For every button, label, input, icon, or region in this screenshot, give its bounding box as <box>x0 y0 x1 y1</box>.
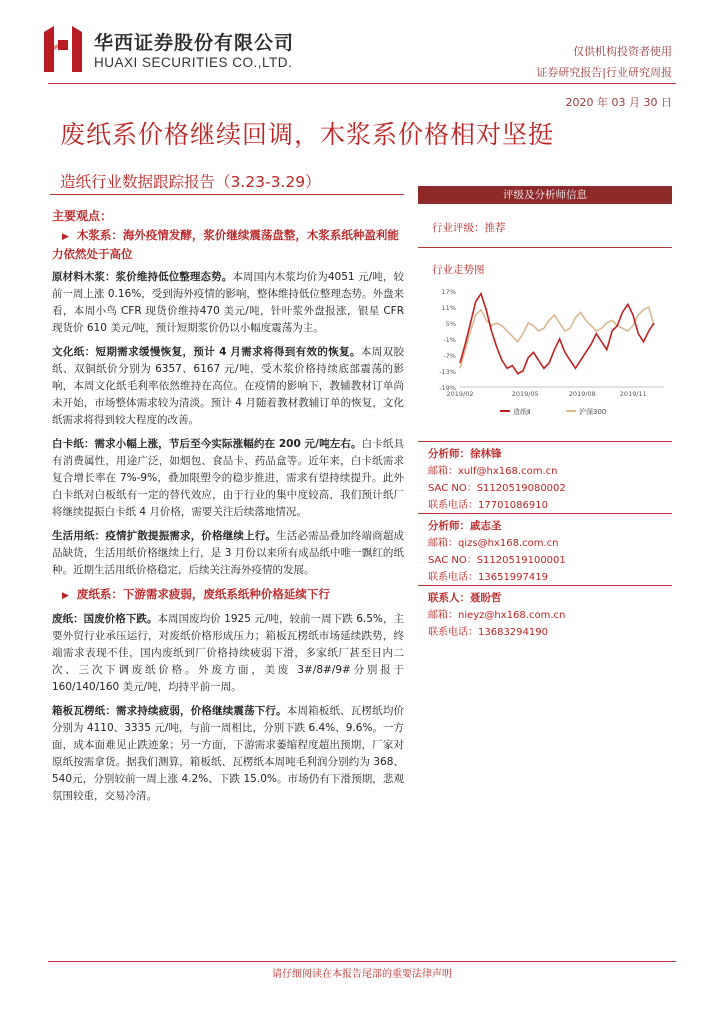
paragraph-lead: 箱板瓦楞纸：需求持续疲弱，价格继续震荡下行。 <box>52 705 287 717</box>
pulp-heading-text: 木浆系：海外疫情发酵，浆价继续震荡盘整，木浆系纸种盈利能力依然处于高位 <box>52 228 399 261</box>
analyst-divider <box>418 585 672 586</box>
y-tick-label: 11% <box>441 304 456 312</box>
series-line <box>460 294 654 374</box>
paragraph-lead: 原材料木浆：浆价维持低位整理态势。 <box>52 271 233 283</box>
analyst-phone: 联系电话：17701086910 <box>428 500 548 511</box>
sidebar-bar: 评级及分析师信息 <box>418 186 672 204</box>
analyst-sac: SAC NO：S1120519080002 <box>428 483 566 494</box>
legend-label: 沪深300 <box>579 408 607 416</box>
paragraph-tissue <box>52 528 404 579</box>
y-tick-label: -7% <box>443 352 456 360</box>
sidebar <box>418 186 672 429</box>
brand-name-cn: 华西证券股份有限公司 <box>94 32 295 54</box>
tagline: 仅供机构投资者使用 <box>573 45 672 58</box>
pulp-heading <box>52 227 404 263</box>
legal-notice[interactable]: 请仔细阅读在本报告尾部的重要法律声明 <box>272 969 452 980</box>
waste-heading-text: 废纸系：下游需求疲弱，废纸系纸种价格延续下行 <box>76 587 330 601</box>
contact-name: 联系人：聂盼哲 <box>428 592 502 604</box>
y-tick-label: 17% <box>441 288 456 296</box>
paragraph-lead: 白卡纸：需求小幅上涨，节后至今实际涨幅约在 200 元/吨左右。 <box>52 438 362 450</box>
analyst-sac: SAC NO：S1120519100001 <box>428 555 566 566</box>
x-tick-label: 2019/02 <box>446 390 474 398</box>
analyst-email[interactable]: 邮箱：xulf@hx168.com.cn <box>428 466 558 477</box>
analyst-name: 分析师：徐林锋 <box>428 448 502 460</box>
main-body <box>52 208 404 812</box>
paragraph-text: 生活必需品叠加终端商超成品缺货，生活用纸价格继续上行，是 3 月份以来所有成品纸中唯一飘红的纸种。近期生活用纸价格稳定，后续关注海外疫情的发展。 <box>52 530 404 576</box>
series-line <box>460 307 654 368</box>
y-tick-label: -1% <box>443 336 456 344</box>
huaxi-logo-icon <box>44 26 82 72</box>
analyst-name: 分析师：戚志圣 <box>428 520 502 532</box>
paragraph-lead: 废纸：国废价格下跌。 <box>52 613 158 625</box>
paragraph-white-card <box>52 436 404 521</box>
analyst-email[interactable]: 邮箱：qizs@hx168.com.cn <box>428 538 559 549</box>
industry-rating: 行业评级：推荐 <box>432 222 506 234</box>
subtitle-divider <box>50 194 404 195</box>
contact-card <box>428 590 565 641</box>
paragraph-text: 白卡纸具有消费属性，用途广泛，如烟包、食品卡、药品盒等。近年来，白卡纸需求复合增长率在 7%-9%，叠加限塑令的稳步推进，需求有望持续提升。此外白卡纸对白板纸有一定的替代效应，由于行业的集中度较高，我们预计纸厂将继续提振白卡纸 4 月价格，需要关注后续落地情况。 <box>52 438 404 518</box>
analyst-card <box>428 446 566 514</box>
paragraph-text: 本周箱板纸、瓦楞纸均价分别为 4110、3335 元/吨，与前一周相比，分别下跌 6.4%、9.6%。一方面，成本面难见止跌迹象；另一方面，下游需求萎缩程度超出预期，厂家对原纸按需拿货。据我们测算，箱板纸、瓦楞纸本周吨毛利润分别约为 368、540元，分别较前一周上涨 4.2%、下跌 15.0%。市场仍有下滑预期，悲观氛围较重，交易冷清。 <box>52 705 404 802</box>
section-title: 主要观点： <box>52 209 113 223</box>
waste-heading <box>52 586 404 605</box>
paragraph-pulp <box>52 269 404 337</box>
analyst-phone: 联系电话：13651997419 <box>428 572 548 583</box>
report-subtitle: 造纸行业数据跟踪报告（3.23-3.29） <box>60 173 321 191</box>
x-tick-label: 2019/08 <box>568 390 596 398</box>
rating-divider <box>418 247 672 248</box>
paragraph-text: 本周双胶纸、双铜纸价分别为 6357、6167 元/吨，受木浆价格持续底部震荡的影响，本周文化纸毛利率依然维持在高位。在疫情的影响下，教辅教材订单尚未开始，市场整体需求较为清淡。预计 4 月随着教材教辅订单的恢复，文化纸需求将得到较大程度的改善。 <box>52 346 405 426</box>
paragraph-lead: 生活用纸：疫情扩散提振需求，价格继续上行。 <box>52 530 277 542</box>
paragraph-lead: 文化纸：短期需求缓慢恢复，预计 4 月需求将得到有效的恢复。 <box>52 346 361 358</box>
x-tick-label: 2019/05 <box>511 390 539 398</box>
footer-divider <box>48 961 676 962</box>
report-date: 2020 年 03 月 30 日 <box>565 96 672 109</box>
analyst-divider <box>418 441 672 442</box>
paragraph-text: 本周国内木浆均价为4051 元/吨，较前一周上涨 0.16%，受到海外疫情的影响，整体维持低位整理态势。外盘来看，本周小鸟 CFR 现货价维持470 美元/吨，针叶浆外盘报涨，银星 CFR 现货价 610 美元/吨，预计短期浆价仍以小幅度震荡为主。 <box>52 271 404 334</box>
paragraph-containerboard <box>52 703 404 805</box>
contact-phone: 联系电话：13683294190 <box>428 627 548 638</box>
legend-label: 造纸Ⅱ <box>513 408 531 416</box>
paragraph-text: 本周国废均价 1925 元/吨，较前一周下跌 6.5%，主要外贸行业承压运行，对废纸价格形成压力；箱板瓦楞纸市场延续跌势，终端需求表现不佳，国内废纸到厂价格持续疲弱下滑，多家纸厂甚至日内二次、三次下调废纸价格。外废方面，美废 3#/8#/9#分别报于 160/140/160 美元/吨，均持平前一周。 <box>52 613 404 693</box>
analyst-card <box>428 518 566 586</box>
triangle-bullet-icon: ▶ <box>62 232 69 242</box>
contact-email[interactable]: 邮箱：nieyz@hx168.com.cn <box>428 610 566 621</box>
trend-chart <box>418 283 672 425</box>
x-tick-label: 2019/11 <box>619 390 647 398</box>
triangle-bullet-icon: ▶ <box>62 591 69 601</box>
y-tick-label: 5% <box>445 320 456 328</box>
analyst-divider <box>418 513 672 514</box>
report-title: 废纸系价格继续回调，木浆系价格相对坚挺 <box>60 120 555 149</box>
paragraph-waste-paper <box>52 611 404 696</box>
brand-name-en: HUAXI SECURITIES CO.,LTD. <box>94 55 293 70</box>
y-tick-label: -19% <box>439 384 456 392</box>
y-tick-label: -13% <box>439 368 456 376</box>
header-divider <box>48 83 676 84</box>
trend-label: 行业走势图 <box>432 264 485 276</box>
report-category: 证券研究报告|行业研究周报 <box>536 66 672 79</box>
paragraph-culture-paper <box>52 344 404 429</box>
